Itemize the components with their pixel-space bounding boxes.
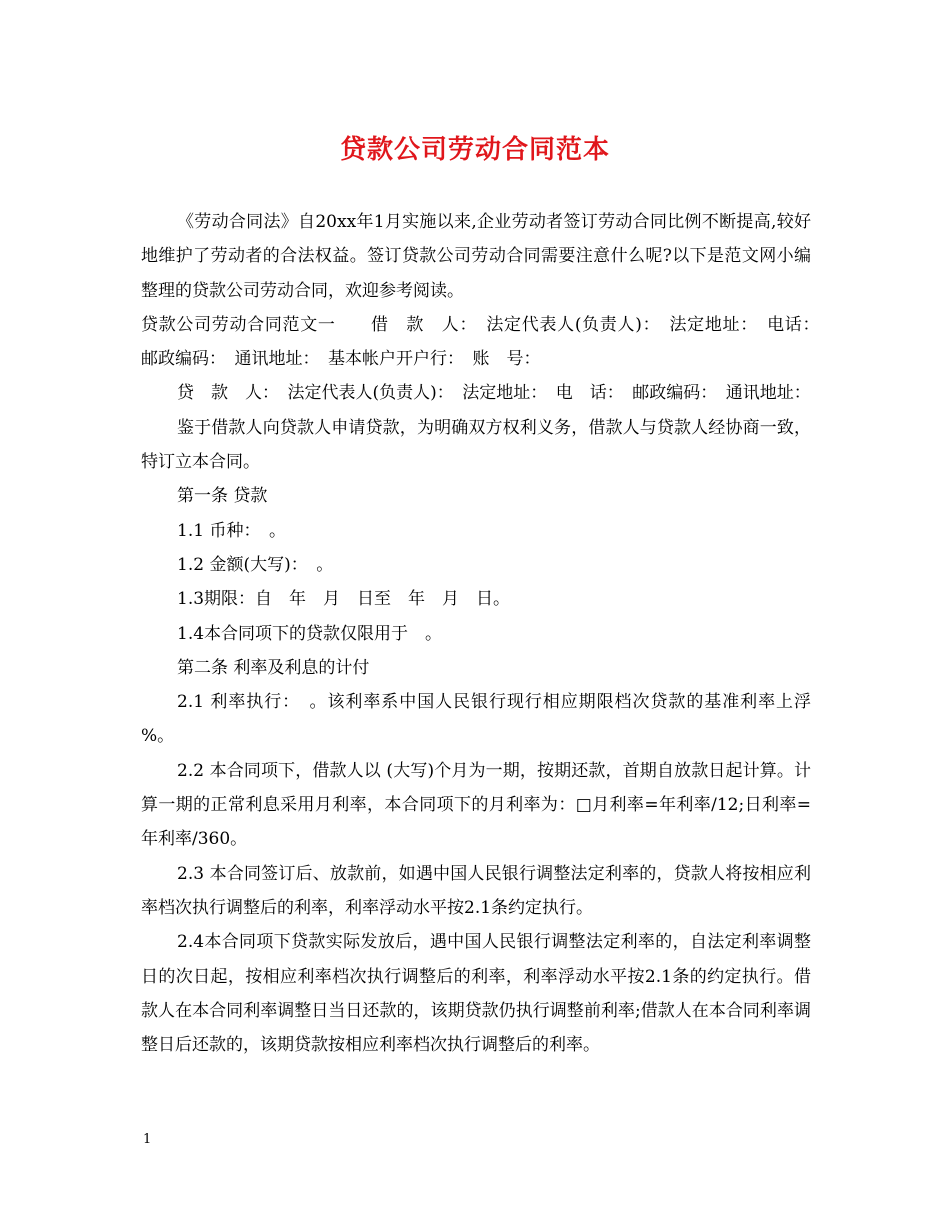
clause-1-2: 1.2 金额(大写)： 。 [177, 554, 334, 575]
paragraph-preamble: 鉴于借款人向贷款人申请贷款，为明确双方权利义务，借款人与贷款人经协商一致，特订立本合同。 [141, 417, 811, 473]
paragraph-borrower-info: 贷款公司劳动合同范文一 借 款 人： 法定代表人(负责人)： 法定地址： 电话： 邮政编码： 通讯地址： 基本帐户开户行： 账 号： [141, 314, 828, 370]
clause-1-3: 1.3期限：自 年 月 日至 年 月 日。 [177, 589, 511, 610]
clause-2-1: 2.1 利率执行： 。该利率系中国人民银行现行相应期限档次贷款的基准利率上浮 %。 [141, 692, 811, 747]
clause-1-1: 1.1 币种： 。 [177, 520, 286, 541]
paragraph-lender-info: 贷 款 人： 法定代表人(负责人)： 法定地址： 电 话： 邮政编码： 通讯地址： [177, 383, 811, 404]
article-1-heading: 第一条 贷款 [177, 486, 268, 507]
clause-2-2: 2.2 本合同项下，借款人以 (大写)个月为一期，按期还款，首期自放款日起计算。计算一期的正常利息采用月利率，本合同项下的月利率为：□月利率=年利率/12;日利率=年利率/360。 [141, 760, 811, 850]
clause-2-3: 2.3 本合同签订后、放款前，如遇中国人民银行调整法定利率的，贷款人将按相应利率档次执行调整后的利率，利率浮动水平按2.1条约定执行。 [141, 863, 811, 918]
article-2-heading: 第二条 利率及利息的计付 [177, 657, 370, 678]
document-title: 贷款公司劳动合同范本 [339, 135, 610, 165]
page-number: 1 [143, 1132, 152, 1147]
clause-1-4: 1.4本合同项下的贷款仅限用于 。 [177, 623, 443, 644]
document-body [141, 205, 828, 1062]
clause-2-4: 2.4本合同项下贷款实际发放后，遇中国人民银行调整法定利率的，自法定利率调整日的次日起，按相应利率档次执行调整后的利率，利率浮动水平按2.1条的约定执行。借款人在本合同利率调整日当日还款的，该期贷款仍执行调整前利率;借款人在本合同利率调整日后还款的，该期贷款按相应利率档次执行调整后的利率。 [141, 932, 811, 1056]
paragraph-intro: 《劳动合同法》自20xx年1月实施以来,企业劳动者签订劳动合同比例不断提高,较好地维护了劳动者的合法权益。签订贷款公司劳动合同需要注意什么呢?以下是范文网小编整理的贷款公司劳动合同，欢迎参考阅读。 [141, 212, 811, 301]
